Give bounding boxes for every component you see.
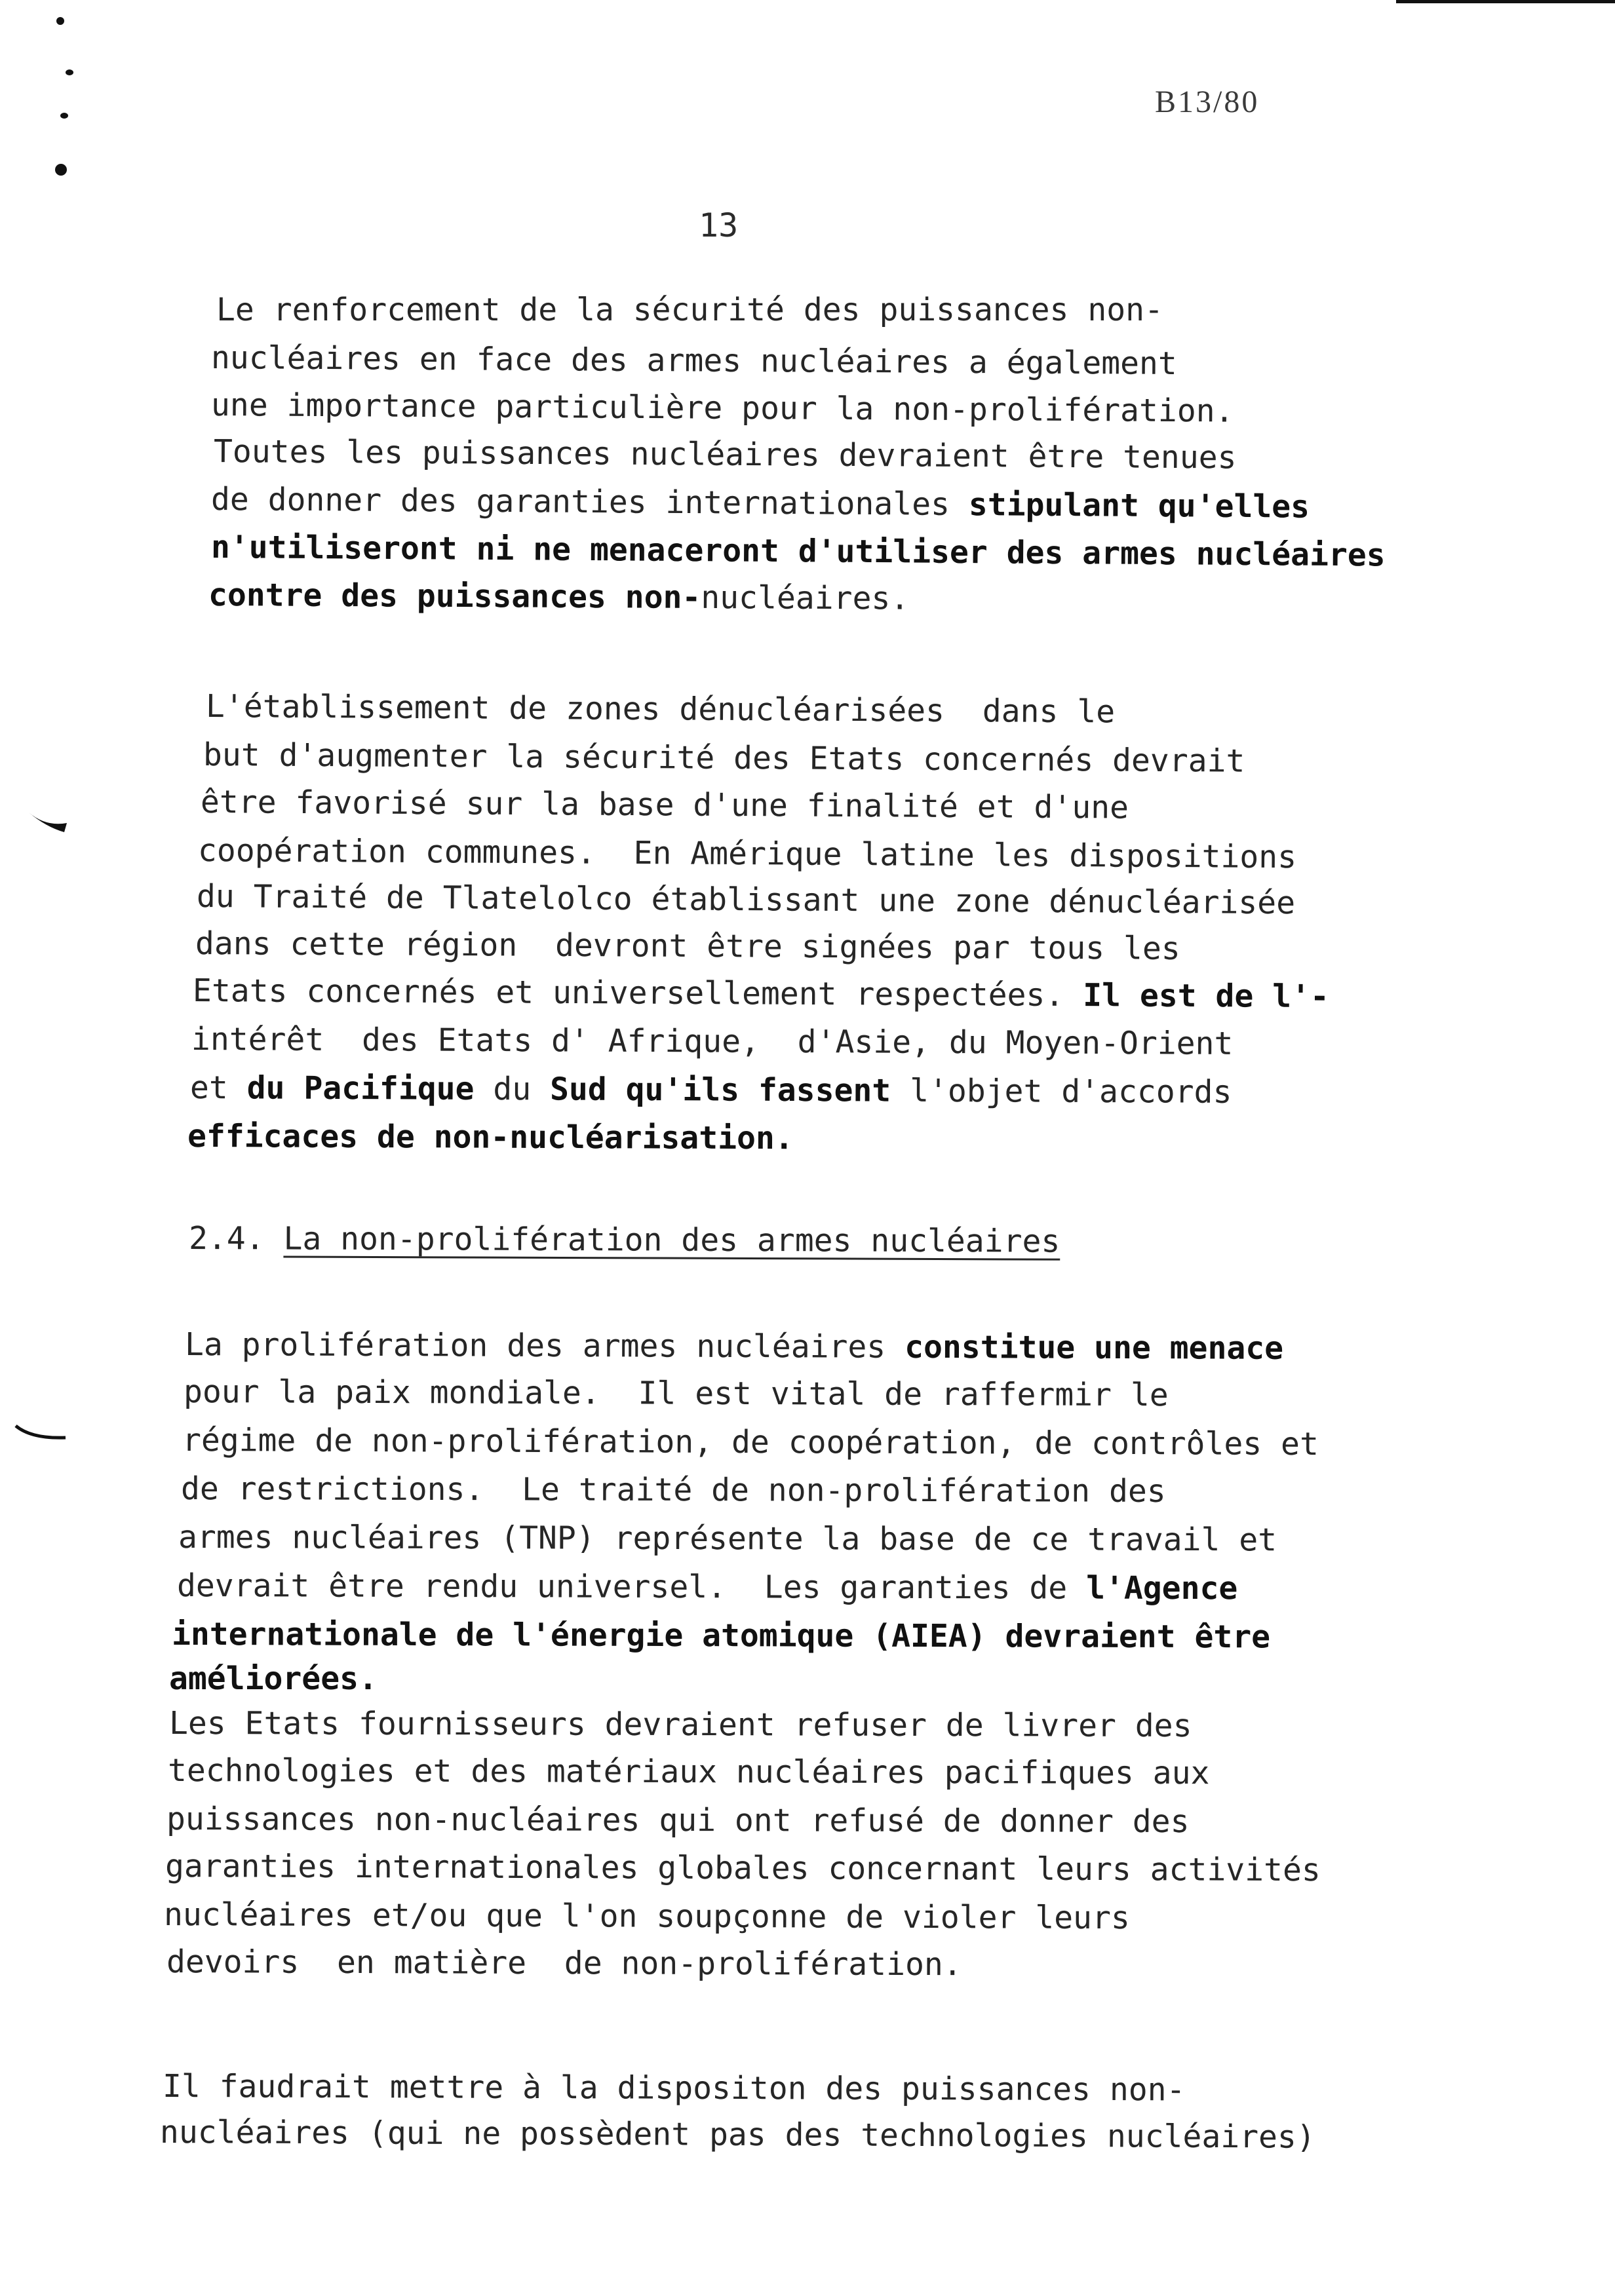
text-segment: Etats concernés et universellement respectées. xyxy=(192,972,1083,1014)
text-line xyxy=(187,1118,794,1157)
text-segment: une importance particulière pour la non-prolifération. xyxy=(210,387,1234,430)
text-segment: technologies et des matériaux nucléaires pacifiques aux xyxy=(167,1752,1210,1792)
text-line xyxy=(197,878,1295,921)
text-segment: Il faudrait mettre à la dispositon des puissances non- xyxy=(162,2068,1186,2109)
top-edge-line xyxy=(1396,0,1615,3)
text-segment: l'objet d'accords xyxy=(891,1072,1232,1111)
text-line xyxy=(190,1069,1232,1111)
text-segment: améliorées. xyxy=(169,1660,378,1697)
text-segment: et xyxy=(189,1069,247,1107)
text-segment: de donner des garanties internationales xyxy=(210,481,969,524)
text-line xyxy=(208,577,910,617)
text-line xyxy=(206,688,1115,730)
text-line xyxy=(211,529,1386,574)
text-segment: constitue une menace xyxy=(905,1328,1284,1367)
margin-mark xyxy=(56,17,64,25)
text-line xyxy=(181,1470,1166,1510)
text-segment: du Traité de Tlatelolco établissant une zone dénucléarisée xyxy=(196,878,1296,922)
text-segment: Il est de l'- xyxy=(1083,977,1330,1016)
margin-mark xyxy=(55,164,67,176)
text-segment: être favorisé sur la base d'une finalité et d'une xyxy=(200,784,1129,826)
text-segment: puissances non-nucléaires qui ont refusé de donner des xyxy=(166,1801,1190,1841)
text-segment: internationale de l'énergie atomique (AIEA) devraient être xyxy=(171,1616,1271,1656)
text-line xyxy=(178,1519,1277,1558)
text-line xyxy=(166,1801,1190,1840)
text-line xyxy=(172,1616,1270,1655)
text-line xyxy=(191,1021,1234,1062)
text-line xyxy=(184,1373,1169,1413)
text-line xyxy=(163,2068,1186,2108)
text-line xyxy=(168,1752,1210,1791)
text-segment: n'utiliseront ni ne menaceront d'utiliser des armes nucléaires xyxy=(210,529,1386,574)
text-segment: l'Agence xyxy=(1086,1569,1238,1607)
text-line xyxy=(182,1422,1319,1463)
text-segment: dans cette région devront être signées par tous les xyxy=(195,925,1180,967)
text-segment: L'établissement de zones dénucléarisées dans le xyxy=(205,688,1116,731)
text-line xyxy=(160,2114,1315,2156)
text-segment: contre des puissances non- xyxy=(208,577,701,616)
text-segment: devoirs en matière de non-prolifération. xyxy=(166,1943,962,1983)
margin-tick-mark xyxy=(26,805,72,844)
text-segment: nucléaires et/ou que l'on soupçonne de violer leurs xyxy=(163,1896,1130,1937)
text-segment: de restrictions. Le traité de non-prolifération des xyxy=(180,1470,1166,1510)
text-segment: pour la paix mondiale. Il est vital de raffermir le xyxy=(183,1373,1169,1414)
text-segment: but d'augmenter la sécurité des Etats concernés devrait xyxy=(203,737,1245,780)
section-heading xyxy=(189,1220,1060,1260)
text-line xyxy=(195,925,1180,967)
text-segment: stipulant qu'elles xyxy=(968,486,1310,526)
text-segment: nucléaires (qui ne possèdent pas des technologies nucléaires) xyxy=(159,2114,1315,2156)
text-segment: nucléaires en face des armes nucléaires a également xyxy=(210,339,1177,383)
text-line xyxy=(211,387,1234,430)
margin-mark xyxy=(60,113,68,119)
text-line xyxy=(203,737,1245,780)
text-line xyxy=(201,784,1129,826)
text-segment: Les Etats fournisseurs devraient refuser de livrer des xyxy=(168,1705,1192,1745)
text-segment: efficaces de non-nucléarisation. xyxy=(187,1118,794,1157)
text-segment: La prolifération des armes nucléaires xyxy=(184,1326,905,1366)
text-line xyxy=(193,972,1329,1015)
page-number: 13 xyxy=(699,206,739,244)
text-line xyxy=(216,292,1163,328)
text-segment: régime de non-prolifération, de coopération, de contrôles et xyxy=(182,1422,1319,1463)
text-line xyxy=(165,1848,1321,1888)
text-segment: armes nucléaires (TNP) représente la base de ce travail et xyxy=(178,1519,1277,1559)
text-line xyxy=(211,339,1177,382)
margin-tick-mark xyxy=(13,1422,72,1448)
text-line xyxy=(169,1660,378,1697)
text-line xyxy=(185,1326,1283,1367)
text-line xyxy=(169,1705,1192,1744)
text-segment: garanties internationales globales concernant leurs activités xyxy=(165,1848,1321,1889)
text-line xyxy=(166,1943,962,1983)
text-line xyxy=(211,481,1310,526)
text-segment: Toutes les puissances nucléaires devraient être tenues xyxy=(213,433,1237,476)
text-line xyxy=(164,1896,1130,1936)
text-segment: du xyxy=(474,1070,551,1108)
document-reference: B13/80 xyxy=(1155,85,1260,119)
text-line xyxy=(177,1567,1237,1607)
text-segment: La non-prolifération des armes nucléaires xyxy=(283,1220,1060,1260)
text-segment: du Pacifique xyxy=(246,1069,475,1107)
text-segment: Le renforcement de la sécurité des puissances non- xyxy=(216,292,1163,328)
text-segment: Sud qu'ils fassent xyxy=(549,1071,891,1109)
text-segment: devrait être rendu universel. Les garanties de xyxy=(176,1567,1087,1607)
text-line xyxy=(198,832,1296,875)
margin-mark xyxy=(66,69,73,75)
text-segment: intérêt des Etats d' Afrique, d'Asie, du Moyen-Orient xyxy=(191,1021,1234,1062)
text-segment: nucléaires. xyxy=(701,579,910,617)
text-segment: coopération communes. En Amérique latine les dispositions xyxy=(197,832,1297,876)
text-line xyxy=(214,433,1237,476)
text-segment: 2.4. xyxy=(188,1220,284,1257)
